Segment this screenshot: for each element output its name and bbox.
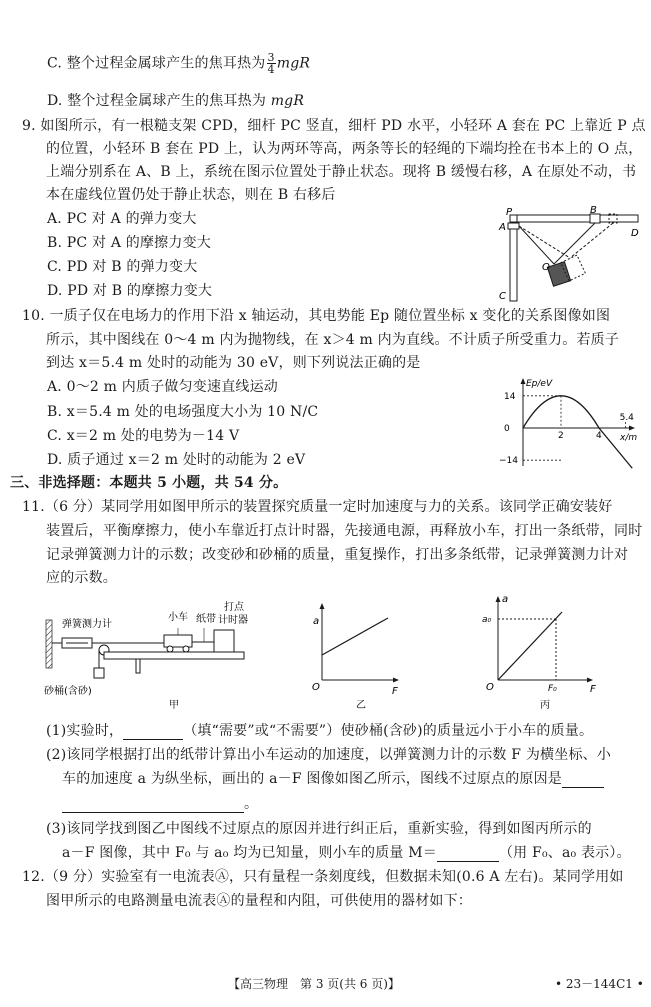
q8-option-d-formula: mgR (270, 93, 305, 109)
q9-option-d: D. PD 对 B 的摩擦力变大 (47, 283, 213, 299)
bing-label-a: a (502, 594, 509, 605)
q10-stem-line-1: 10. 一质子仅在电场力的作用下沿 x 轴运动，其电势能 Ep 随位置坐标 x 变化的关系图像如图 (22, 308, 611, 324)
y-axis-label: Ep/eV (526, 379, 553, 389)
q9-option-a: A. PC 对 A 的弹力变大 (47, 211, 197, 227)
q10-option-c: C. x＝2 m 处的电势为－14 V (47, 428, 240, 444)
board (104, 652, 244, 659)
q9-stem-line-4: 本在虚线位置仍处于静止状态，则在 B 右移后 (46, 187, 336, 203)
q11-sub2-text: 车的加速度 a 为纵坐标，画出的 a－F 图像如图乙所示，图线不过原点的原因是 (62, 771, 563, 787)
caption-jia: 甲 (169, 700, 179, 710)
label-timer-2: 计时器 (218, 615, 248, 626)
yi-graph-line (322, 618, 388, 655)
label-b: B (590, 206, 597, 216)
q8-option-d (47, 90, 304, 110)
answer-blank-1[interactable] (123, 725, 183, 740)
label-bucket: 砂桶(含砂) (44, 686, 92, 697)
rope-bo (554, 223, 595, 264)
q8-option-c (47, 52, 310, 75)
x-axis-label: x/m (620, 433, 638, 443)
answer-blank-2a[interactable] (562, 773, 604, 788)
q9-stem-line-1: 9. 如图所示，有一根糙支架 CPD，细杆 PC 竖直，细杆 PD 水平，小轻环 A 套在 PC 上靠近 P 点 (22, 118, 646, 134)
section-3-heading: 三、非选择题：本题共 5 小题，共 54 分。 (10, 475, 288, 491)
q11-sub2-line-2 (62, 768, 604, 788)
q9-bracket-figure (498, 206, 643, 302)
fraction-numerator: 3 (267, 51, 275, 64)
fig-jia-apparatus (44, 598, 264, 710)
q11-sub2-end: 。 (244, 796, 259, 812)
board-leg-left (136, 659, 140, 673)
x-axis-arrow (629, 426, 635, 431)
x-tick-label-0: 2 (558, 431, 564, 441)
fraction-denominator: 4 (267, 63, 275, 76)
footer-page-info: 【高三物理 第 3 页(共 6 页)】 (228, 977, 400, 991)
footer-code: • 23－144C1 • (555, 977, 644, 991)
book (547, 262, 570, 287)
q11-sub2-line-3 (62, 793, 258, 813)
bing-label-f0: F₀ (548, 684, 557, 694)
bing-label-f: F (590, 684, 596, 695)
label-spring-scale: 弹簧测力计 (62, 619, 112, 630)
yi-x-arrow (393, 678, 399, 683)
timer (214, 630, 234, 652)
q11-stem-line-2: 装置后，平衡摩擦力，使小车靠近打点计时器，先接通电源，再释放小车，打出一条纸带，同时 (46, 523, 643, 539)
q12-stem-line-1: 12.（9 分）实验室有一电流表Ⓐ，只有量程一条刻度线，但数据未知(0.6 A 左右)。某同学用如 (22, 869, 624, 885)
cart-wheel-1 (167, 646, 173, 652)
label-d: D (631, 228, 639, 239)
q10-stem-line-3: 到达 x＝5.4 m 处时的动能为 30 eV，则下列说法正确的是 (46, 355, 421, 371)
q9-stem-line-2: 的位置，小轻环 B 套在 PD 上，认为两环等高，两条等长的轻绳的下端均拴在书本上的 O 点， (46, 141, 643, 157)
label-a: A (499, 222, 506, 233)
x-tick-label-2: 5.4 (619, 413, 634, 423)
q8-option-c-formula: mgR (276, 55, 311, 72)
rope-bo-dashed (570, 223, 613, 258)
y-tick-label-1: 0 (504, 424, 510, 434)
answer-blank-2b[interactable] (62, 798, 244, 813)
q11-sub2-line-1: (2)该同学根据打出的纸带计算出小车运动的加速度，以弹簧测力计的示数 F 为横坐标、小 (46, 747, 612, 763)
q11-stem-line-3: 记录弹簧测力计的示数；改变砂和砂桶的质量，重复操作，打出多条纸带，记录弹簧测力计对 (46, 547, 629, 563)
q9-option-b: B. PC 对 A 的摩擦力变大 (47, 235, 211, 251)
q11-stem-line-1: 11.（6 分）某同学用如图甲所示的装置探究质量一定时加速度与力的关系。该同学正确安装好 (22, 499, 613, 515)
q9-option-c: C. PD 对 B 的弹力变大 (47, 259, 198, 275)
ring-a (508, 223, 519, 229)
label-p: P (506, 207, 513, 218)
bing-label-a0: a₀ (482, 615, 492, 625)
caption-yi: 乙 (356, 700, 366, 710)
q9-stem-line-3: 上端分别系在 A、B 上，系统在图示位置处于静止状态。现将 B 缓慢右移，A 在原处不动，书 (46, 164, 637, 180)
label-o: O (542, 262, 550, 273)
q12-stem-line-2: 图甲所示的电路测量电流表Ⓐ的量程和内阻，可供使用的器材如下： (46, 893, 472, 909)
rod-pd (510, 215, 638, 222)
q11-sub3-line-2 (62, 842, 631, 862)
cart-wheel-2 (183, 646, 189, 652)
y-tick-label-2: −14 (499, 456, 518, 467)
label-c: C (499, 291, 506, 302)
caption-bing: 丙 (540, 700, 550, 710)
wall (46, 620, 52, 668)
fraction (267, 52, 276, 75)
y-tick-label-0: 14 (504, 391, 516, 402)
label-tape: 纸带 (196, 614, 216, 625)
q11-stem-line-4: 应的示数。 (46, 570, 117, 586)
yi-label-o: O (312, 682, 320, 693)
q11-sub1-text-a: (1)实验时， (46, 723, 124, 739)
yi-label-f: F (392, 686, 398, 697)
q8-option-d-text: D. 整个过程金属球产生的焦耳热为 (47, 93, 271, 109)
x-tick-label-1: 4 (596, 431, 602, 441)
q10-option-d: D. 质子通过 x＝2 m 处时的动能为 2 eV (47, 452, 306, 468)
label-timer-1: 打点 (224, 602, 244, 613)
q8-option-c-text: C. 整个过程金属球产生的焦耳热为 (47, 55, 266, 72)
q11-sub3-text-b: （用 F₀、a₀ 表示）。 (498, 845, 631, 861)
label-car: 小车 (168, 612, 188, 623)
ep-curve (523, 396, 632, 468)
cart (164, 635, 192, 647)
fig-bing-graph (480, 592, 610, 710)
y-axis-arrow (521, 378, 526, 384)
q10-option-a: A. 0～2 m 内质子做匀变速直线运动 (47, 379, 279, 395)
q11-sub3-line-1: (3)该同学找到图乙中图线不过原点的原因并进行纠正后，重新实验，得到如图丙所示的 (46, 821, 592, 837)
bing-graph-line (498, 612, 562, 680)
q11-sub1-text-b: （填“需要”或“不需要”）使砂桶(含砂)的质量远小于小车的质量。 (183, 723, 594, 739)
yi-y-arrow (320, 603, 325, 609)
sand-bucket (94, 668, 104, 678)
yi-label-a: a (313, 616, 320, 627)
ep-x-chart (496, 376, 644, 472)
fig-yi-graph (310, 598, 410, 710)
q11-sub3-text-a: a－F 图像，其中 F₀ 与 a₀ 均为已知量，则小车的质量 M＝ (62, 845, 437, 861)
bing-y-arrow (496, 596, 501, 602)
q11-sub1 (46, 720, 593, 740)
bing-x-arrow (587, 678, 593, 683)
q10-option-b: B. x＝5.4 m 处的电场强度大小为 10 N/C (47, 404, 319, 420)
bing-label-o: O (486, 682, 494, 693)
answer-blank-3[interactable] (437, 847, 499, 862)
q10-stem-line-2: 所示，其中图线在 0～4 m 内为抛物线，在 x＞4 m 内为直线。不计质子所受重力。若质子 (46, 332, 620, 348)
